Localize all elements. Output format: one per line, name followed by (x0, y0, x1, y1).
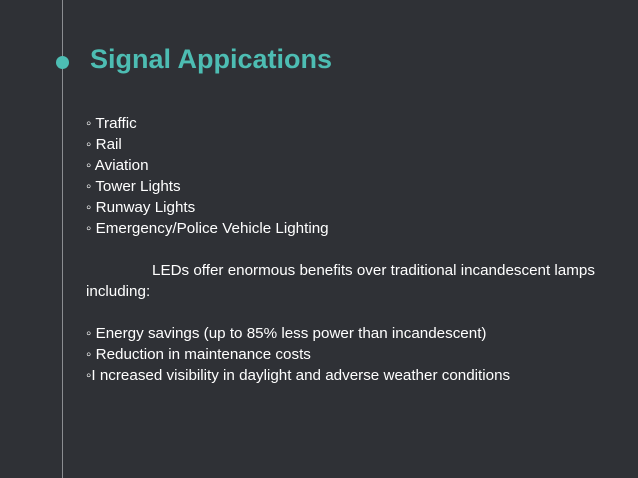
list-item-traffic: ◦ Traffic (86, 115, 137, 132)
slide-title: Signal Appications (90, 44, 333, 74)
list-item-emergency-lighting: ◦ Emergency/Police Vehicle Lighting (86, 220, 329, 237)
list-item-visibility: ◦I ncreased visibility in daylight and adverse weather conditions (86, 367, 511, 384)
benefits-intro-line1: LEDs offer enormous benefits over traditional incandescent lamps (152, 262, 595, 279)
list-item-maintenance: ◦ Reduction in maintenance costs (86, 346, 311, 363)
list-item-aviation: ◦ Aviation (86, 157, 149, 174)
spacer (86, 302, 626, 323)
timeline-line (62, 0, 63, 478)
list-item-rail: ◦ Rail (86, 136, 122, 153)
list-item-energy-savings: ◦ Energy savings (up to 85% less power than incandescent) (86, 325, 487, 342)
list-item-tower-lights: ◦ Tower Lights (86, 178, 181, 195)
timeline-bullet-dot (56, 56, 69, 69)
benefits-intro-line2: including: (86, 283, 151, 300)
slide-body (86, 113, 626, 386)
spacer (86, 239, 626, 260)
list-item-runway-lights: ◦ Runway Lights (86, 199, 196, 216)
